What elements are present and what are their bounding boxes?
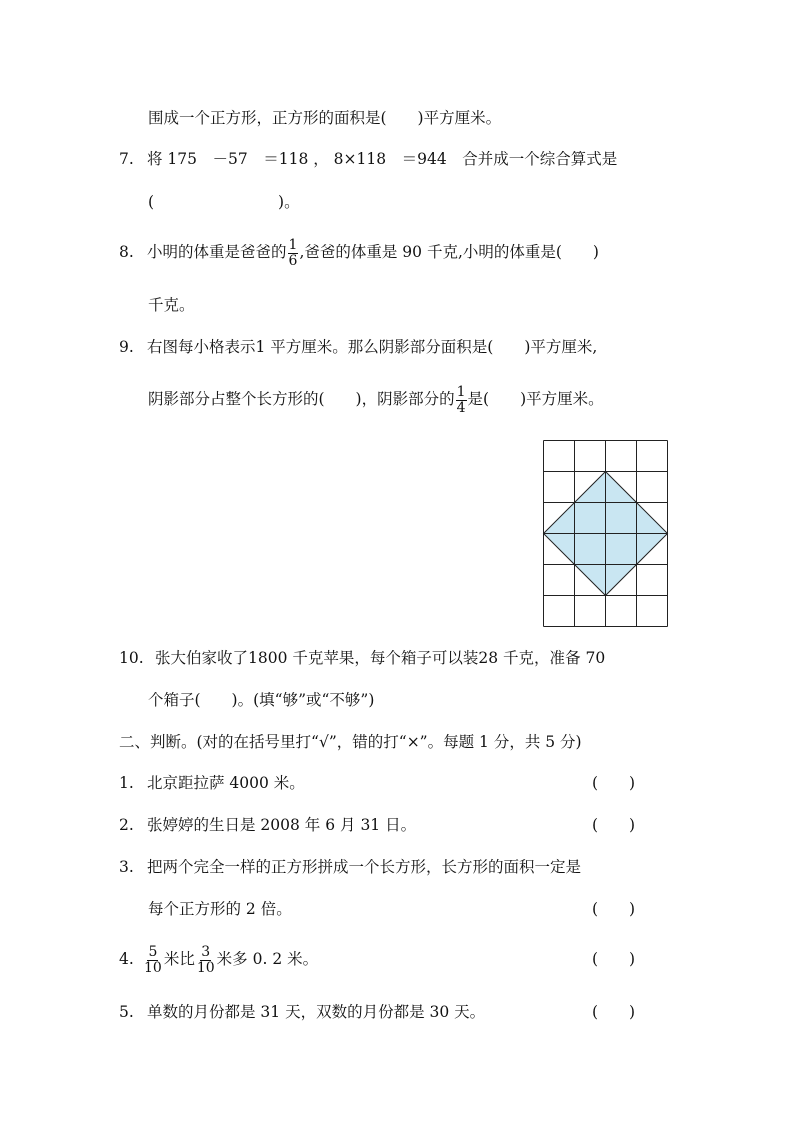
q8-fraction	[288, 238, 299, 269]
q8-continuation: 千克。	[148, 296, 195, 314]
q10-number: 10.	[119, 649, 144, 667]
judge-4-fraction-b-numerator: 3	[201, 943, 211, 960]
judge-4-fraction-b-denominator: 10	[196, 959, 215, 976]
q8-text-post: ,爸爸的体重是 90 千克,小明的体重是( )	[299, 243, 599, 261]
q9-fraction-denominator: 4	[456, 399, 466, 416]
judge-2-text: 张婷婷的生日是 2008 年 6 月 31 日。	[147, 816, 417, 834]
judge-1-text: 北京距拉萨 4000 米。	[147, 774, 305, 792]
q8-text-pre: 小明的体重是爸爸的	[147, 243, 287, 261]
judge-4-number: 4.	[119, 950, 134, 968]
q8-fraction-numerator: 1	[288, 236, 298, 253]
judge-1-answer-paren[interactable]: ( )	[592, 774, 636, 792]
judge-4-fraction-a	[143, 945, 163, 976]
q8-text	[147, 230, 599, 274]
q7-answer-blank: ( )。	[148, 193, 300, 211]
judge-4-fraction-b	[196, 945, 216, 976]
section-2-title: 二、判断。(对的在括号里打“√”，错的打“×”。每题 1 分，共 5 分)	[119, 733, 582, 751]
judge-1-number: 1.	[119, 774, 134, 792]
judge-3-number: 3.	[119, 858, 134, 876]
judge-3-answer-paren[interactable]: ( )	[592, 900, 636, 918]
q6-continuation: 围成一个正方形，正方形的面积是( )平方厘米。	[148, 109, 502, 127]
q7-number: 7.	[119, 150, 134, 168]
judge-2-answer-paren[interactable]: ( )	[592, 816, 636, 834]
judge-5-answer-paren[interactable]: ( )	[592, 1003, 636, 1021]
q10-continuation: 个箱子( )。(填“够”或“不够”)	[148, 691, 375, 709]
judge-3-continuation: 每个正方形的 2 倍。	[148, 900, 292, 918]
judge-4-text	[142, 936, 318, 982]
q9-fraction-numerator: 1	[456, 383, 466, 400]
q9-continuation-post: 是( )平方厘米。	[467, 390, 604, 408]
judge-3-text: 把两个完全一样的正方形拼成一个长方形，长方形的面积一定是	[147, 858, 582, 876]
q8-number: 8.	[119, 243, 134, 261]
judge-5-number: 5.	[119, 1003, 134, 1021]
q10-text: 张大伯家收了1800 千克苹果，每个箱子可以装28 千克，准备 70	[155, 649, 606, 667]
q9-continuation-pre: 阴影部分占整个长方形的( )，阴影部分的	[148, 390, 455, 408]
judge-4-fraction-a-denominator: 10	[144, 959, 162, 976]
q8-fraction-denominator: 6	[288, 252, 298, 269]
q9-continuation	[148, 377, 604, 421]
judge-4-fraction-a-numerator: 5	[148, 943, 158, 960]
judge-4-text-post: 米多 0. 2 米。	[216, 950, 319, 968]
q9-number: 9.	[119, 338, 134, 356]
judge-4-text-mid: 米比	[163, 950, 195, 968]
judge-5-text: 单数的月份都是 31 天，双数的月份都是 30 天。	[147, 1003, 486, 1021]
grid-figure	[542, 439, 670, 629]
judge-4-answer-paren[interactable]: ( )	[592, 950, 636, 968]
q9-text: 右图每小格表示1 平方厘米。那么阴影部分面积是( )平方厘米,	[147, 338, 598, 356]
q7-text: 将 175 －57 ＝118 ， 8×118 ＝944 合并成一个综合算式是	[147, 150, 618, 168]
judge-2-number: 2.	[119, 816, 134, 834]
q9-fraction	[456, 385, 467, 416]
